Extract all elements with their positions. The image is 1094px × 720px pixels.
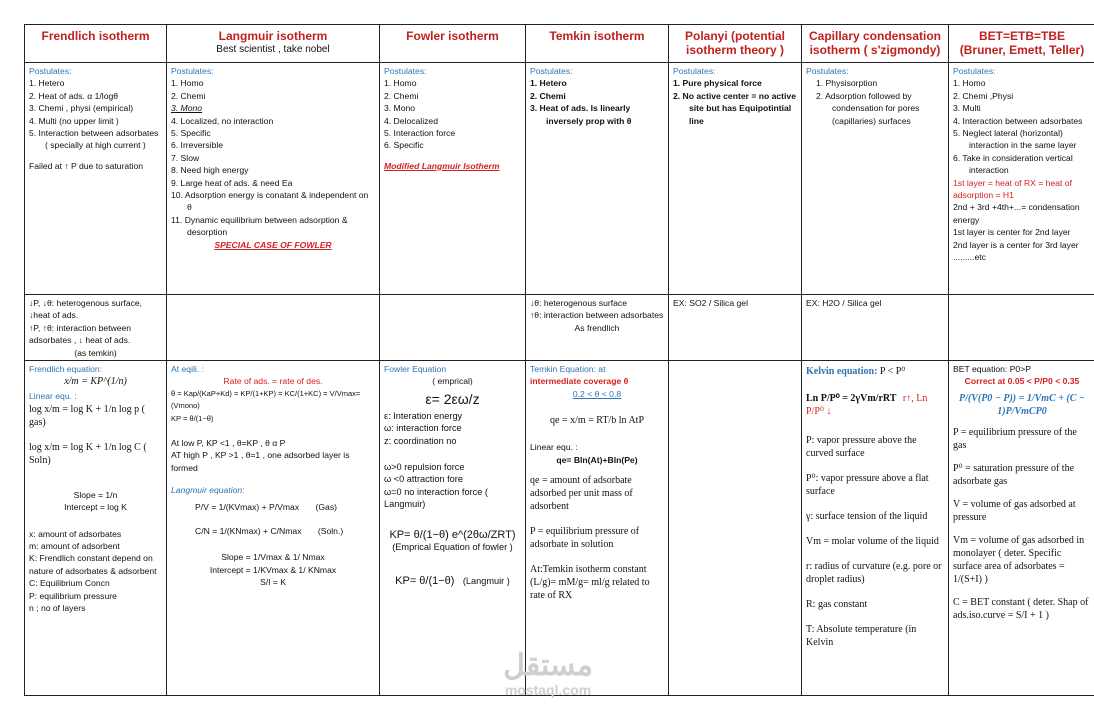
definition-line: Vm = molar volume of the liquid [806,536,939,547]
postulate-item: 1. Pure physical force [673,78,762,89]
postulate-item: 8. Need high energy [171,165,249,176]
postulate-item: 3. Multi [953,103,981,114]
definition-line: γ: surface tension of the liquid [806,511,928,522]
failure-note: Failed at ↑ P due to saturation [29,160,144,171]
behavior-line: (as temkin) [74,347,117,358]
definition-line: At:Temkin isotherm constant (L/g)= mM/g= ml/g related to rate of RX [530,564,650,602]
low-pressure-note: At low P, KP <1 , θ=KP , θ α P [171,438,286,449]
coverage-condition: intermediate coverage θ [530,376,629,387]
kelvin-note: r↑, Ln P/P⁰ ↓ [806,393,928,417]
column-header [526,25,668,63]
layer-note: 1st layer = heat of RX = heat of adsorption = H1 [953,177,1072,201]
example-cell [669,295,801,361]
kp-equation: KP = θ/(1−θ) [171,413,214,423]
equation-cell [167,361,379,695]
equation-cell [669,361,801,695]
intercept-text: Intercept = log K [64,502,127,513]
definition-line: x: amount of adsorbates [29,528,122,539]
definition-line: P⁰: vapor pressure above a flat surface [806,473,929,497]
theta-equation: θ = Kap/(KaP+Kd) = KP/(1+KP) = KC/(1+KC) = V/Vmax=(Vmono) [171,388,361,411]
definition-line: P: equilibrium pressure [29,590,117,601]
layer-note: 2nd + 3rd +4th+...= condensation energy [953,202,1080,225]
column-header [25,25,166,63]
column-title: Langmuir isotherm [218,29,328,43]
column-title: Temkin isotherm [549,29,645,43]
linear-label: Linear equ. : [530,442,578,453]
definition-line: qe = amount of adsorbate adsorbed per unit mass of adsorbent [530,475,633,513]
postulates-cell [526,63,668,295]
definition-line: P = equilibrium pressure of adsorbate in solution [530,526,640,551]
behavior-line: ↑P, ↑θ: interaction between adsorbates , ↓ heat of ads. [29,322,132,346]
postulates-cell [25,63,166,295]
bet-validity-range: Correct at 0.05 < P/P0 < 0.35 [964,376,1080,387]
definition-line: R: gas constant [806,599,868,610]
example-text: EX: SO2 / Silica gel [673,298,748,308]
postulate-item: 7. Slow [171,152,200,163]
equation-label: Temkin Equation: at [530,364,606,374]
postulate-item: 6. Take in consideration vertical interaction [953,152,1073,176]
postulate-item: 3. Mono [384,103,416,114]
postulates-label: Postulates: [384,66,427,76]
slope-text: Slope = 1/n [73,489,118,500]
column-header [380,25,525,63]
postulate-item: 2. Chemi ,Physi [953,90,1014,101]
postulate-item: 1. Hetero [29,78,65,89]
slope-text: Slope = 1/Vmax & 1/ Nmax [221,552,325,563]
column-title: Fowler isotherm [406,29,499,43]
definition-line: C: Equilibrium Concn [29,578,110,589]
postulate-item: 2. Chemi [530,90,566,101]
behavior-line: ↓P, ↓θ: heterogenous surface, ↓heat of ads. [29,298,143,321]
linear-equation-gas: log x/m = log K + 1/n log p ( gas) [29,403,146,428]
column-header [949,25,1094,63]
temkin-equation: qe = x/m = RT/b ln AtP [549,415,645,427]
column-bet [949,25,1094,695]
example-cell [802,295,948,361]
column-header [669,25,801,63]
langmuir-kp-equation: KP= θ/(1−θ) [395,575,455,588]
temkin-linear-equation: qe= Bln(At)+Bln(Pe) [556,454,638,465]
postulates-cell [802,63,948,295]
postulate-item: 1. Hetero [530,78,567,89]
equation-cell [25,361,166,695]
postulate-item: 4. Interaction between adsorbates [953,115,1083,126]
definition-line: r: radius of curvature (e.g. pore or droplet radius) [806,561,942,585]
postulates-label: Postulates: [29,66,72,76]
postulate-item: 5. Interaction force [384,128,456,139]
postulate-item: 1. Homo [384,78,417,89]
postulates-label: Postulates: [530,66,573,76]
definition-line: P: vapor pressure above the curved surface [806,435,917,459]
postulates-label: Postulates: [673,66,716,76]
linear-equation-soln: log x/m = log K + 1/n log C ( Soln) [29,441,147,466]
watermark-logo [478,650,618,702]
behavior-cell [167,295,379,361]
watermark-arabic: مستقل [503,649,593,682]
langmuir-gas-equation: P/V = 1/(KVmax) + P/Vmax [195,501,300,512]
modified-langmuir-note: Modified Langmuir Isotherm [384,160,500,171]
column-title: Capillary condensation isotherm ( s'zigmondy) [808,29,942,57]
equation-cell [526,361,668,695]
definition-line: C = BET constant ( deter. Shap of ads.iso.curve = S/I + 1 ) [953,596,1089,621]
fowler-kp-equation: KP= θ/(1−θ) e^(2θω/ZRT) [389,528,516,541]
postulates-label: Postulates: [806,66,849,76]
behavior-line: ↑θ: interaction between adsorbates [530,310,664,321]
definition-line: T: Absolute temperature (in Kelvin [806,624,917,648]
example-text: EX: H2O / Silica gel [806,298,882,308]
equation-cell [949,361,1094,695]
equilibrium-label: At eqili. : [171,364,204,374]
column-fowler [380,25,526,695]
column-header [167,25,379,63]
postulate-item: 3. Mono [171,103,203,114]
postulate-item: 1. Homo [171,78,204,89]
postulate-item: 3. Heat of ads. Is linearly inversely prop with θ [530,103,632,126]
linear-label: Linear equ. : [29,391,77,402]
postulate-item: 6. Irreversible [171,140,224,151]
equation-label: Frendlich equation: [29,364,103,374]
postulates-cell [380,63,525,295]
definition-line: V = volume of gas adsorbed at pressure [953,498,1076,523]
column-title: Polanyi (potential isotherm theory ) [684,29,785,57]
definition-line: ω: interaction force [384,423,462,434]
behavior-cell [949,295,1094,361]
column-title: BET=ETB=TBE [978,29,1065,43]
column-langmuir [167,25,380,695]
definition-line: K: Frendlich constant depend on nature of adsorbates & adsorbent [29,553,157,576]
column-header [802,25,948,63]
behavior-cell [25,295,166,361]
bet-equation-label: BET equation: P0>P [953,364,1031,374]
postulate-item: 10. Adsorption energy is conatant & independent on θ [171,190,369,213]
kelvin-equation: Ln P/P⁰ = 2γVm/rRT [806,393,897,404]
postulates-label: Postulates: [171,66,214,76]
behavior-line: As frendlich [574,322,620,333]
special-case-note: SPECIAL CASE OF FOWLER [214,239,332,250]
postulate-item: 1. Homo [953,78,986,89]
langmuir-equation-label: Langmuir equation: [171,485,245,496]
equation-cell [802,361,948,695]
column-title: Frendlich isotherm [41,29,150,43]
definition-line: m: amount of adsorbent [29,541,120,552]
postulate-item: 2. Chemi [171,90,206,101]
soln-tag: (Soln.) [317,526,344,537]
postulates-label: Postulates: [953,66,996,76]
postulate-item: 6. Specific [384,140,424,151]
definition-line: n ; no of layers [29,603,86,614]
kelvin-equation-label: Kelvin equation: [806,366,878,377]
postulate-item: 2. Heat of ads. α 1/logθ [29,90,119,101]
definition-line: Vm = volume of gas adsorbed in monolayer ( deter. Specific surface area of adsorbates = 1/(S+I) ) [953,534,1085,585]
layer-note: 1st layer is center for 2nd layer [953,227,1071,238]
gas-tag: (Gas) [315,501,337,512]
equation-label: Fowler Equation [384,364,447,374]
bet-equation: P/(V(P0 − P)) = 1/VmC + (C − 1)P/VmCP0 [958,392,1085,417]
watermark-latin: mostaql.com [504,682,592,698]
postulate-item: 5. Neglect lateral (horizontal) interaction in the same layer [953,128,1077,151]
behavior-cell [526,295,668,361]
epsilon-equation: ε= 2εω/z [425,390,480,407]
kelvin-condition: P < P⁰ [879,366,906,377]
high-pressure-note: AT high P , KP >1 , θ=1 , one adsorbed layer is formed [171,450,350,473]
postulate-item: 4. Localized, no interaction [171,115,274,126]
postulate-item: 2. No active center = no active site but has Equipotintial line [673,90,796,126]
postulates-cell [669,63,801,295]
postulate-item: 5. Interaction between adsorbates ( specially at high current ) [29,128,159,151]
column-subtitle: (Bruner, Emett, Teller) [959,43,1085,57]
langmuir-kp-note: (Langmuir ) [462,576,510,587]
rate-statement: Rate of ads. = rate of des. [223,376,323,387]
frendlich-equation: x/m = KP^(1/n) [64,376,127,388]
langmuir-soln-equation: C/N = 1/(KNmax) + C/Nmax [195,526,302,537]
definition-line: ε: Interation energy [384,410,463,421]
behavior-line: ↓θ: heterogenous surface [530,298,627,308]
postulate-item: 11. Dynamic equilibrium between adsorption & desorption [171,214,348,238]
definition-line: z: coordination no [384,435,457,446]
intercept-text: Intercept = 1/KVmax & 1/ KNmax [209,564,337,575]
postulate-item: 9. Large heat of ads. & need Ea [171,177,293,188]
fowler-kp-note: (Emprical Equation of fowler ) [392,542,513,553]
omega-case: ω=0 no interaction force ( Langmuir) [384,486,488,510]
postulate-item: 5. Specific [171,128,211,139]
coverage-range: 0.2 < θ < 0.8 [572,388,622,399]
omega-case: ω <0 attraction fore [384,474,463,485]
omega-case: ω>0 repulsion force [384,462,465,473]
isotherm-summary-table [24,24,1094,696]
slope-intercept-ratio: S/I = K [259,577,287,588]
empirical-tag: ( emprical) [432,376,473,387]
postulate-item: 4. Delocalized [384,115,438,126]
definition-line: P⁰ = saturation pressure of the adsorbate gas [953,462,1075,487]
equation-cell [380,361,525,695]
column-subtitle: Best scientist , take nobel [216,44,330,55]
postulate-item: 3. Chemi , physi (empirical) [29,103,134,114]
postulate-item: 1. Physisorption [816,78,878,89]
postulate-item: 2. Adsorption followed by condensation for pores (capillaries) surfaces [816,90,920,126]
column-temkin [526,25,669,695]
postulates-cell [167,63,379,295]
layer-note: 2nd layer is a center for 3rd layer .........etc [953,239,1079,263]
column-frendlich [25,25,167,695]
behavior-cell [380,295,525,361]
definition-line: P = equilibrium pressure of the gas [953,426,1077,451]
postulate-item: 4. Multi (no upper limit ) [29,115,119,126]
postulates-cell [949,63,1094,295]
postulate-item: 2. Chemi [384,90,419,101]
column-polanyi [669,25,802,695]
column-capillary [802,25,949,695]
